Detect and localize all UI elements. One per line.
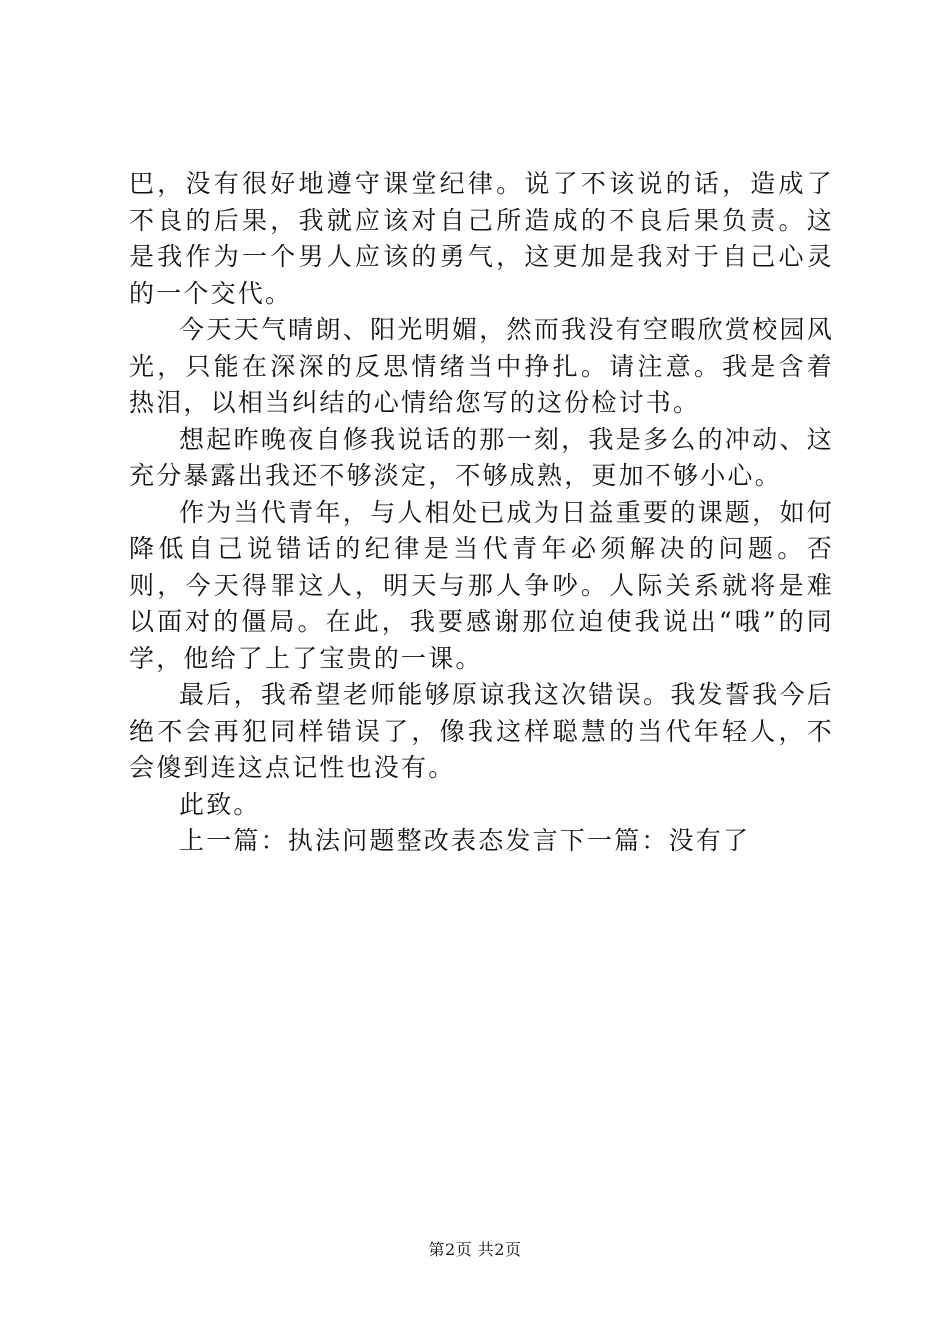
paragraph-weather: 今天天气晴朗、阳光明媚，然而我没有空暇欣赏校园风光，只能在深深的反思情绪当中挣扎。请注意。我是含着热泪，以相当纠结的心情给您写的这份检讨书。	[129, 315, 834, 417]
navigation-links[interactable]: 上一篇：执法问题整改表态发言下一篇：没有了	[179, 826, 751, 855]
paragraph-youth: 作为当代青年，与人相处已成为日益重要的课题，如何降低自己说错话的纪律是当代青年必须解决的问题。否则，今天得罪这人，明天与那人争吵。人际关系就将是难以面对的僵局。在此，我要感谢那位迫使我说出“哦”的同学，他给了上了宝贵的一课。	[129, 497, 834, 673]
page-number-footer: 第2页 共2页	[428, 1240, 522, 1259]
paragraph-closing: 最后，我希望老师能够原谅我这次错误。我发誓我今后绝不会再犯同样错误了，像我这样聪慧的当代年轻人，不会傻到连这点记性也没有。	[129, 680, 834, 782]
paragraph-salutation: 此致。	[179, 789, 261, 819]
paragraph-reflection: 想起昨晚夜自修我说话的那一刻，我是多么的冲动、这充分暴露出我还不够淡定，不够成熟，更加不够小心。	[129, 424, 834, 490]
document-body	[129, 166, 834, 860]
paragraph-continuation: 巴，没有很好地遵守课堂纪律。说了不该说的话，造成了不良的后果，我就应该对自己所造成的不良后果负责。这是我作为一个男人应该的勇气，这更加是我对于自己心灵的一个交代。	[129, 169, 834, 308]
